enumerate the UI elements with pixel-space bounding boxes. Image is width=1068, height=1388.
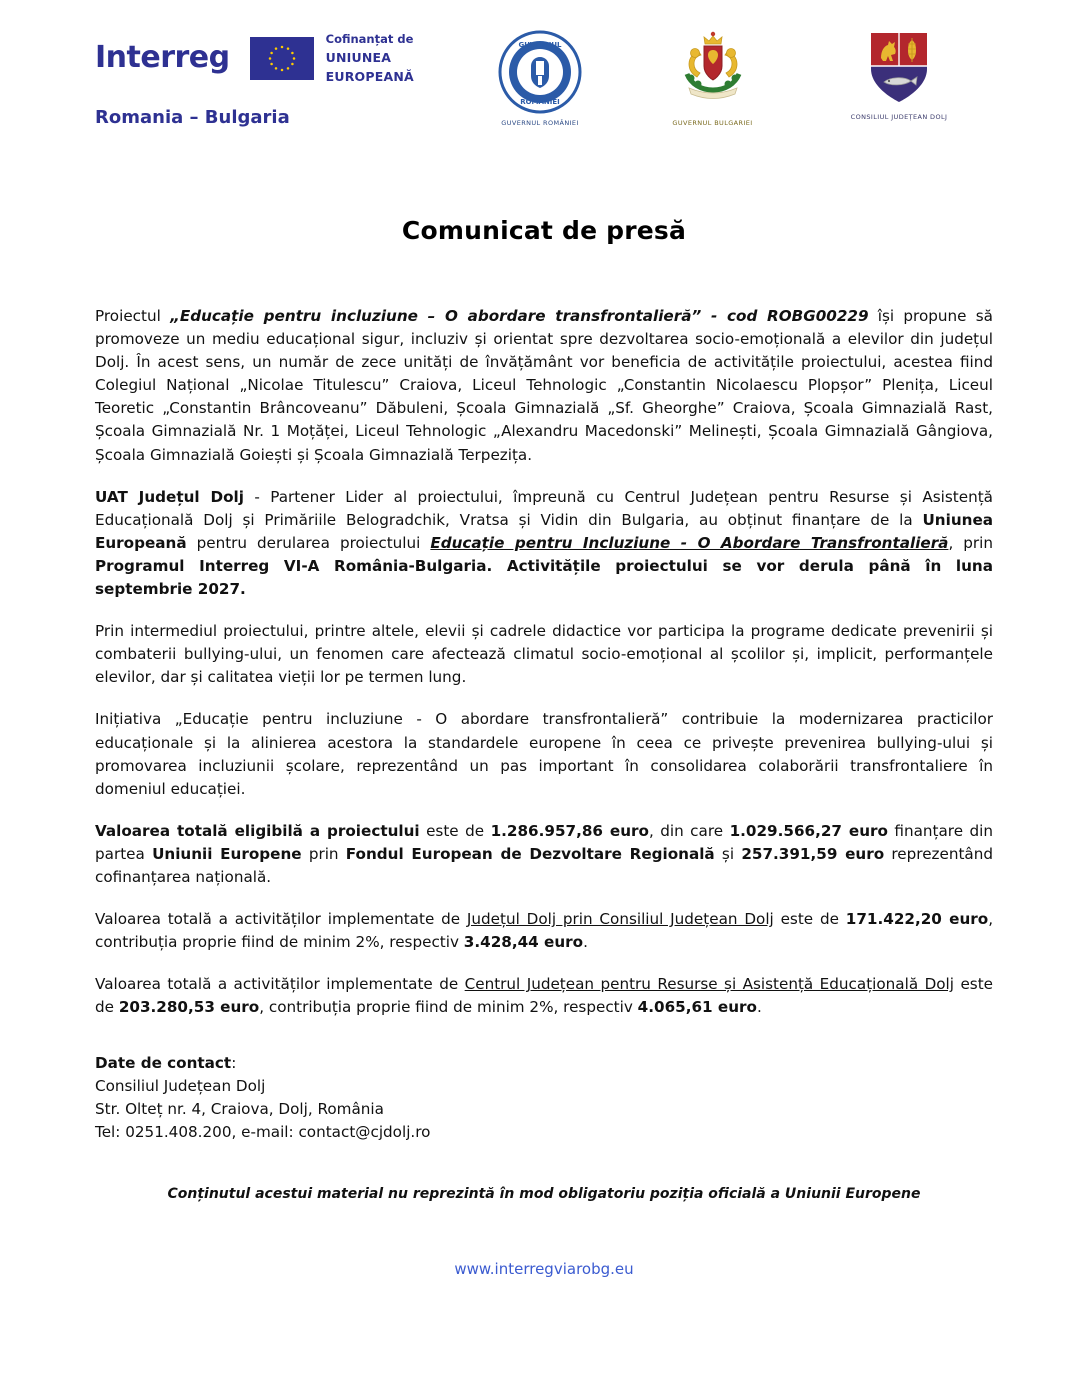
interreg-wordmark: Interreg bbox=[95, 40, 230, 76]
p6-value: 171.422,20 euro bbox=[845, 910, 989, 929]
interreg-programme-name: Romania – Bulgaria bbox=[95, 106, 290, 128]
paragraph-cjrae-budget bbox=[95, 973, 993, 1019]
guvernul-romaniei-emblem bbox=[498, 30, 582, 127]
p7-entity: Centrul Județean pentru Resurse și Asistență Educațională Dolj bbox=[464, 975, 954, 994]
bulgaria-coat-of-arms-icon bbox=[667, 30, 759, 114]
paragraph-initiative-impact: Inițiativa „Educație pentru incluziune - O abordare transfrontalieră” contribuie la modernizarea practicilor educaționale și la alinierea acestora la standardele europene în ceea ce privește prevenirea bullying-ului și promovarea incluziunii școlare, reprezentând un pas important în consolidarea colaborării transfrontaliere în domeniul educației. bbox=[95, 710, 993, 798]
paragraph-project-overview bbox=[95, 305, 993, 467]
emblem-slot-romania bbox=[455, 30, 625, 127]
p2-programme: Programul Interreg VI-A România-Bulgaria. Activitățile proiectului se vor derula până în luna septembrie 2027. bbox=[95, 556, 993, 599]
romania-seal-icon bbox=[498, 30, 582, 114]
p7-text4: . bbox=[756, 998, 762, 1017]
p5-text3: finanțare din partea bbox=[95, 821, 993, 863]
contact-address: Str. Olteț nr. 4, Craiova, Dolj, România bbox=[95, 1100, 384, 1119]
eu-cofunding-line1: Cofinanțat de bbox=[325, 32, 414, 46]
p1-rest: își propune să promoveze un mediu educațional sigur, incluziv și orientat spre dezvoltarea socio-emoțională a elevilor din județul Dolj. În acest sens, un număr de zece unități de învățământ vor beneficia de activitățile proiectului, acestea fiind Colegiul Național „Nicolae Titulescu” Craiova, Liceul Tehnologic „Constantin Nicolaescu Plopșor” Plenița, Liceul Teoretic „Constantin Brâncoveanu” Dăbuleni, Școala Gimnazială „Sf. Gheorghe” Craiova, Școala Gimnazială Rast, Școala Gimnazială Nr. 1 Moțăței, Liceul Tehnologic „Alexandru Macedonski” Melinești, Școala Gimnazială Gângiova, Școala Gimnazială Goiești și Școala Gimnazială Terpezița. bbox=[95, 307, 993, 464]
p7-text3: , contribuția proprie fiind de minim 2%, respectiv bbox=[259, 998, 638, 1017]
interreg-logo-row bbox=[95, 30, 455, 87]
p6-entity: Județul Dolj prin Consiliul Județean Dolj bbox=[466, 910, 774, 929]
p5-eu-value: 1.029.566,27 euro bbox=[729, 821, 888, 840]
contact-heading-colon: : bbox=[231, 1054, 237, 1073]
p5-lead: Valoarea totală eligibilă a proiectului bbox=[95, 821, 420, 840]
p6-text1: Valoarea totală a activităților implementate de bbox=[95, 910, 467, 929]
paragraph-dolj-budget bbox=[95, 908, 993, 954]
p6-text4: . bbox=[583, 933, 588, 952]
p2-text3: , prin bbox=[948, 533, 993, 552]
contact-heading-label: Date de contact bbox=[95, 1054, 232, 1073]
p5-eu-label: Uniunii Europene bbox=[152, 844, 302, 863]
p7-text1: Valoarea totală a activităților implementate de bbox=[95, 975, 465, 994]
p7-value: 203.280,53 euro bbox=[118, 998, 260, 1017]
paragraph-bullying-programs: Prin intermediul proiectului, printre altele, elevii și cadrele didactice vor participa la programe dedicate prevenirii și combaterii bullying-ului, un fenomen care afectează climatul socio-emoțional al școlilor și, implicit, performanțele elevilor, dar și calitatea vieții lor pe termen lung. bbox=[95, 622, 993, 687]
eu-cofunding-line2: UNIUNEA EUROPEANĂ bbox=[325, 49, 414, 84]
eu-disclaimer: Conținutul acestui material nu reprezintă în mod obligatoriu poziția oficială a Uniunii Europene bbox=[167, 1185, 921, 1202]
p2-lead-uat: UAT Județul Dolj bbox=[95, 487, 244, 506]
p5-text2: , din care bbox=[648, 821, 730, 840]
dolj-coat-of-arms-icon bbox=[868, 30, 930, 108]
p6-own-contribution: 3.428,44 euro bbox=[463, 933, 584, 952]
p5-text1: este de bbox=[419, 821, 491, 840]
p1-lead: Proiectul bbox=[95, 307, 171, 325]
p2-text1: - Partener Lider al proiectului, împreună cu Centrul Județean pentru Resurse și Asistență Educațională Dolj și Primăriile Belogradchik, Vratsa și Vidin din Bulgaria, au obținut finanțare de la bbox=[95, 487, 993, 529]
p1-project-name: „Educație pentru incluziune – O abordare transfrontalieră” bbox=[170, 307, 702, 325]
p1-project-code: - cod ROBG00229 bbox=[701, 307, 869, 325]
p6-text2: este de bbox=[773, 910, 846, 929]
paragraph-total-budget bbox=[95, 820, 993, 889]
p5-text4: prin bbox=[301, 844, 346, 863]
p7-own-contribution: 4.065,61 euro bbox=[637, 998, 757, 1017]
website-link[interactable]: www.interregviarobg.eu bbox=[454, 1259, 634, 1278]
p5-fund-label: Fondul European de Dezvoltare Regională bbox=[345, 844, 715, 863]
p5-text6: reprezentând cofinanțarea națională. bbox=[95, 844, 994, 886]
press-release-document bbox=[0, 216, 1068, 1278]
svg-text:GUVERNUL: GUVERNUL bbox=[518, 41, 562, 49]
p6-text3: , contribuția proprie fiind de minim 2%, respectiv bbox=[95, 910, 994, 952]
p2-text2: pentru derularea proiectului bbox=[186, 533, 431, 552]
eu-cofunding-text bbox=[326, 30, 455, 87]
p5-total-value: 1.286.957,86 euro bbox=[490, 821, 649, 840]
header-logo-bar bbox=[0, 0, 1068, 128]
paragraph-partners-funding bbox=[95, 486, 993, 601]
p5-national-value: 257.391,59 euro bbox=[741, 844, 885, 863]
contact-phone-email: Tel: 0251.408.200, e-mail: contact@cjdolj.ro bbox=[95, 1122, 431, 1141]
emblem-slot-dolj bbox=[800, 30, 998, 121]
p7-text2: este de bbox=[95, 975, 993, 1017]
guvernul-romaniei-caption: GUVERNUL ROMÂNIEI bbox=[501, 119, 579, 127]
contact-organisation: Consiliul Județean Dolj bbox=[95, 1077, 266, 1096]
page-title: Comunicat de presă bbox=[401, 216, 687, 245]
svg-text:ROMÂNIEI: ROMÂNIEI bbox=[520, 98, 560, 106]
interreg-logo bbox=[95, 30, 455, 128]
contact-heading bbox=[95, 1052, 993, 1075]
guvernul-bulgariei-caption: GUVERNUL BULGARIEI bbox=[672, 119, 753, 127]
consiliul-judetean-dolj-emblem bbox=[851, 30, 948, 121]
p2-eu: Uniunea Europeană bbox=[95, 510, 993, 552]
p5-text5: și bbox=[714, 844, 742, 863]
emblem-slot-bulgaria bbox=[625, 30, 800, 127]
guvernul-bulgariei-emblem bbox=[667, 30, 759, 127]
contact-block bbox=[95, 1052, 993, 1143]
consiliul-judetean-dolj-caption: CONSILIUL JUDEȚEAN DOLJ bbox=[850, 113, 948, 121]
website-link-wrapper bbox=[95, 1260, 993, 1278]
p2-project-title: Educație pentru Incluziune - O Abordare Transfrontalieră bbox=[430, 533, 949, 552]
eu-flag-icon bbox=[250, 37, 314, 80]
